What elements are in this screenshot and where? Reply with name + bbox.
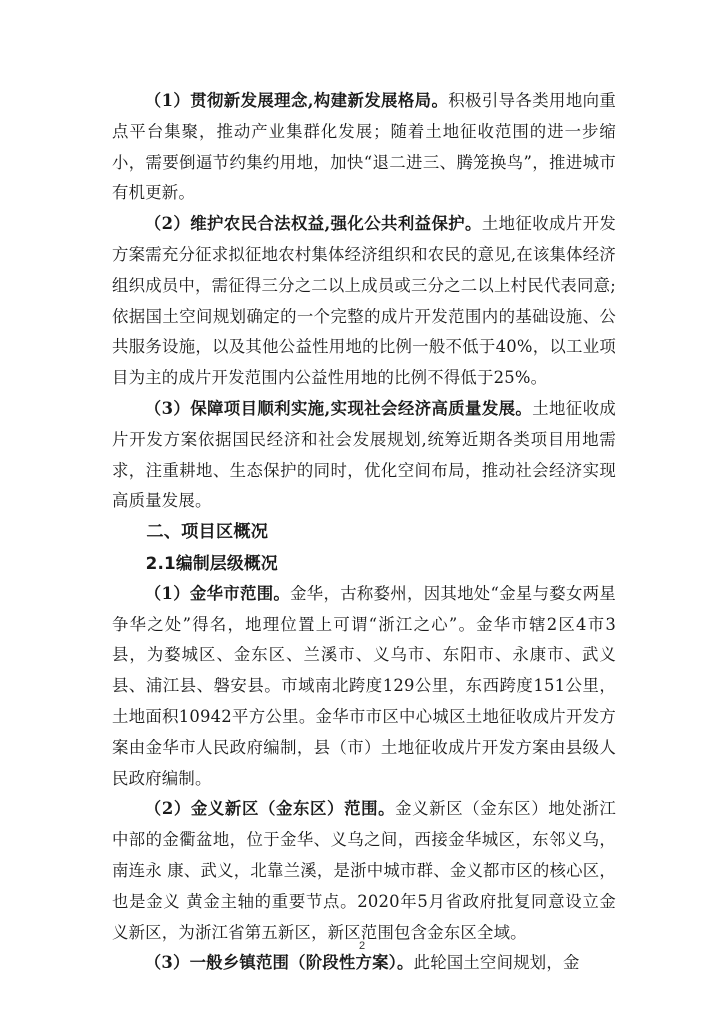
paragraph-6 bbox=[112, 948, 616, 979]
paragraph-3 bbox=[112, 394, 616, 517]
paragraph-body: 金华，古称婺州，因其地处“金星与婺女两星争华之处”得名，地理位置上可谓“浙江之心”。金华市辖2区4市3县，为婺城区、金东区、兰溪市、义乌市、东阳市、永康市、武义县、浦江县、磐安县。市域南北跨度129公里，东西跨度151公里，土地面积10942平方公里。金华市市区中心城区土地征收成片开发方案由金华市人民政府编制，县（市）土地征收成片开发方案由县级人民政府编制。 bbox=[112, 583, 616, 788]
paragraph-2 bbox=[112, 209, 616, 394]
paragraph-lead: （2）维护农民合法权益,强化公共利益保护。 bbox=[144, 214, 482, 234]
paragraph-body: 积极引导各类用地向重点平台集聚，推动产业集群化发展；随着土地征收范围的进一步缩小，需要倒逼节约集约用地，加快“退二进三、腾笼换鸟”，推进城市有机更新。 bbox=[112, 91, 616, 203]
page-number: 2 bbox=[358, 940, 366, 952]
paragraph-body: 金义新区（金东区）地处浙江中部的金衢盆地，位于金华、义乌之间，西接金华城区，东邻义乌，南连永 康、武义，北靠兰溪，是浙中城市群、金义都市区的核心区，也是金义 黄金主轴的重要节点。2020年5月省政府批复同意设立金义新区，为浙江省第五新区，新区范围包含金东区全域。 bbox=[112, 799, 616, 942]
subsection-heading: 2.1编制层级概况 bbox=[145, 552, 278, 573]
paragraph-body: 土地征收成片开发方案需充分征求拟征地农村集体经济组织和农民的意见,在该集体经济组织成员中，需征得三分之二以上成员或三分之二以上村民代表同意;依据国土空间规划确定的一个完整的成片开发范围内的基础设施、公共服务设施，以及其他公益性用地的比例一般不低于40%，以工业项目为主的成片开发范围内公益性用地的比例不得低于25%。 bbox=[112, 214, 617, 388]
paragraph-lead: （3）保障项目顺利实施,实现社会经济高质量发展。 bbox=[144, 398, 533, 418]
paragraph-lead: （1）贯彻新发展理念,构建新发展格局。 bbox=[144, 91, 449, 110]
paragraph-5 bbox=[112, 794, 616, 948]
paragraph-lead: （3）一般乡镇范围（阶段性方案）。 bbox=[144, 953, 414, 973]
page-content bbox=[112, 86, 616, 979]
section-heading: 二、项目区概况 bbox=[146, 522, 269, 543]
paragraph-body: 土地征收成片开发方案依据国民经济和社会发展规划,统筹近期各类项目用地需求，注重耕地、生态保护的同时，优化空间布局，推动社会经济实现高质量发展。 bbox=[112, 398, 616, 511]
paragraph-lead: （2）金义新区（金东区）范围。 bbox=[144, 799, 396, 819]
paragraph-1 bbox=[112, 86, 616, 209]
paragraph-body: 此轮国土空间规划，金 bbox=[413, 953, 580, 973]
paragraph-lead: （1）金华市范围。 bbox=[144, 583, 291, 603]
paragraph-4 bbox=[112, 579, 616, 795]
